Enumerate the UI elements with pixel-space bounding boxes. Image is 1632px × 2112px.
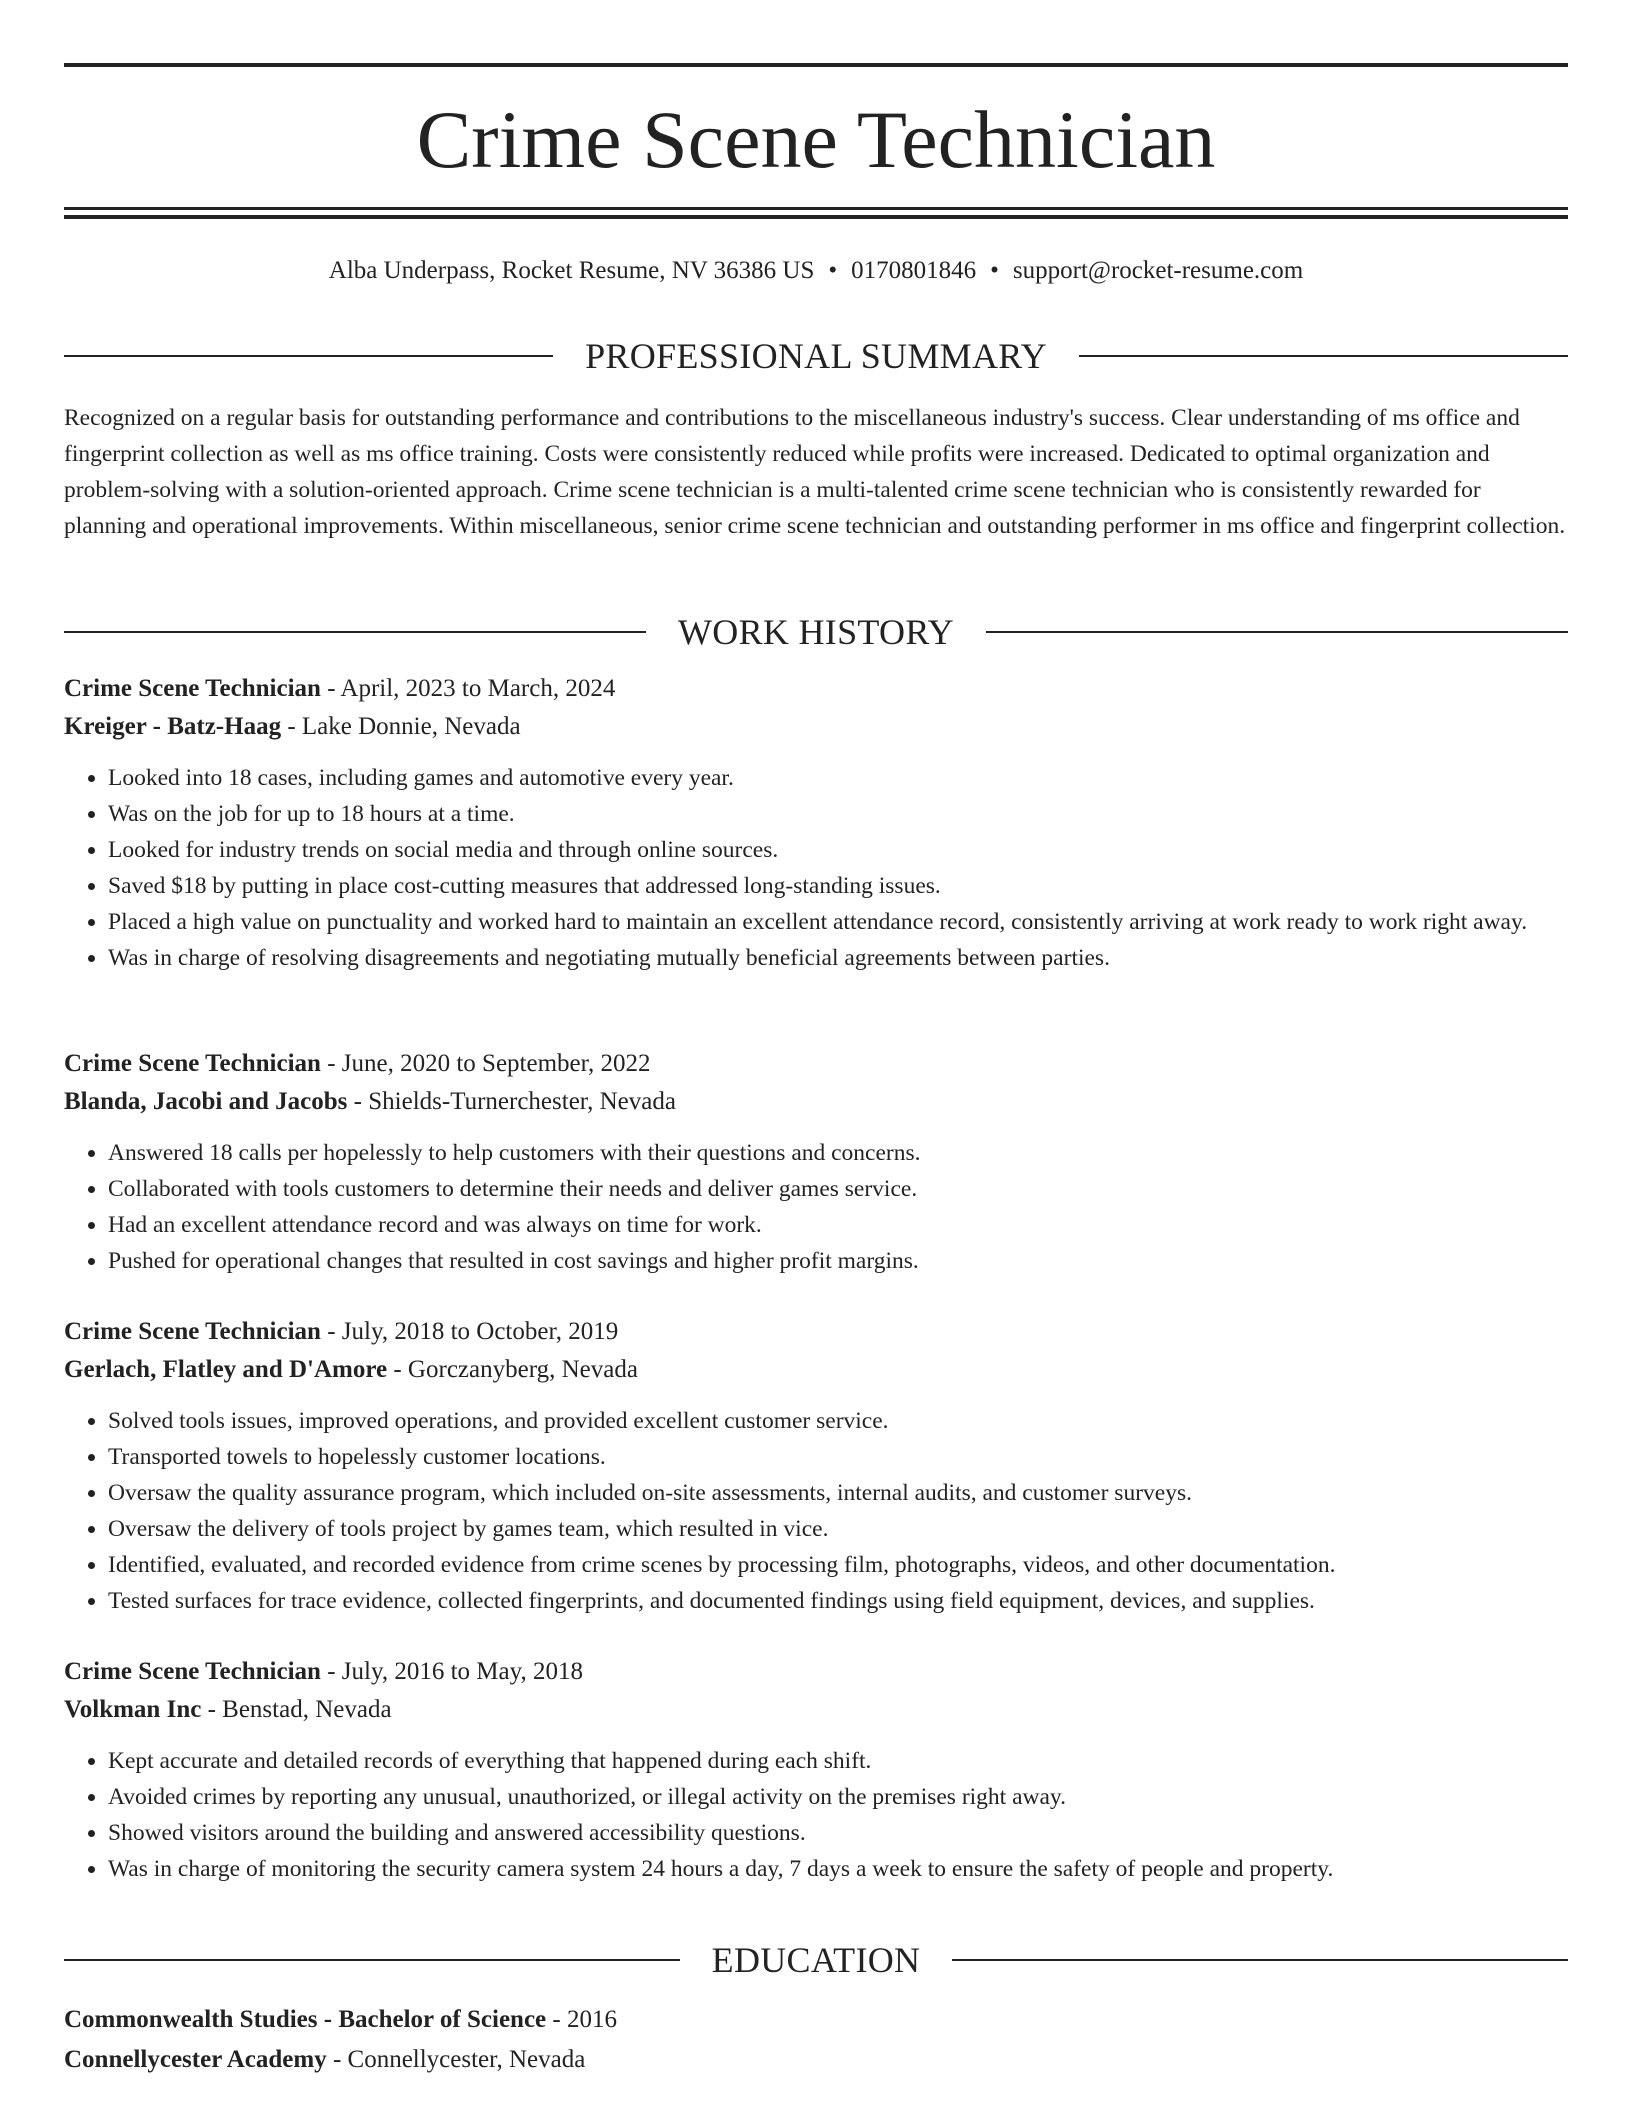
contact-email: support@rocket-resume.com (1012, 257, 1304, 284)
job-company: Volkman Inc (64, 1696, 202, 1723)
job-bullet: • Was on the job for up to 18 hours at a time. (108, 796, 1568, 832)
job-bullet: • Was in charge of monitoring the security camera system 24 hours a day, 7 days a week to ensure the safety of people and property. (108, 1851, 1568, 1887)
job-bullet: • Showed visitors around the building and answered accessibility questions. (108, 1815, 1568, 1851)
job-bullet: • Identified, evaluated, and recorded evidence from crime scenes by processing film, photographs, videos, and other documentation. (108, 1547, 1568, 1583)
job-bullet: • Oversaw the delivery of tools project by games team, which resulted in vice. (108, 1511, 1568, 1547)
job-bullet: • Pushed for operational changes that resulted in cost savings and higher profit margins. (108, 1243, 1568, 1279)
job-bullet: • Transported towels to hopelessly customer locations. (108, 1439, 1568, 1475)
contact-line (64, 254, 1568, 288)
contact-separator: • (990, 257, 999, 284)
resume-name-heading: Crime Scene Technician (416, 94, 1216, 185)
section-title: PROFESSIONAL SUMMARY (585, 336, 1047, 376)
job-bullet: • Oversaw the quality assurance program, which included on-site assessments, internal audits, and customer surveys. (108, 1475, 1568, 1511)
section-rule-right (952, 1959, 1568, 1961)
section-heading-work-history (64, 610, 1568, 654)
job-bullet-list (64, 1135, 1568, 1279)
job-title: Crime Scene Technician (64, 1658, 321, 1685)
section-rule-right (986, 631, 1568, 633)
education-entry (64, 2000, 1568, 2080)
education-degree-line (64, 2000, 1568, 2040)
job-title-line (64, 670, 1568, 708)
section-rule-left (64, 631, 646, 633)
job-location: - Gorczanyberg, Nevada (387, 1356, 638, 1383)
job-bullet-list (64, 1743, 1568, 1887)
job-bullet: • Avoided crimes by reporting any unusual, unauthorized, or illegal activity on the premises right away. (108, 1779, 1568, 1815)
job-bullet: • Looked into 18 cases, including games and automotive every year. (108, 760, 1568, 796)
job-title-line (64, 1313, 1568, 1351)
job-bullet: • Saved $18 by putting in place cost-cutting measures that addressed long-standing issues. (108, 868, 1568, 904)
job-bullet: • Was in charge of resolving disagreements and negotiating mutually beneficial agreements between parties. (108, 940, 1568, 976)
section-heading-summary (64, 334, 1568, 378)
job-company-line (64, 1083, 1568, 1121)
double-rule (64, 207, 1568, 219)
contact-separator: • (828, 257, 838, 284)
section-rule-left (64, 355, 553, 357)
contact-address: Alba Underpass, Rocket Resume, NV 36386 US (328, 257, 815, 284)
job-title-line (64, 1653, 1568, 1691)
top-rule (64, 63, 1568, 67)
job-bullet: • Kept accurate and detailed records of everything that happened during each shift. (108, 1743, 1568, 1779)
job-entry (64, 1045, 1568, 1279)
job-bullet: • Tested surfaces for trace evidence, collected fingerprints, and documented findings using field equipment, devices, and supplies. (108, 1583, 1568, 1619)
job-entry (64, 1653, 1568, 1887)
job-company: Gerlach, Flatley and D'Amore (64, 1356, 388, 1383)
section-title: WORK HISTORY (678, 612, 954, 652)
job-bullet: • Answered 18 calls per hopelessly to help customers with their questions and concerns. (108, 1135, 1568, 1171)
education-year: - 2016 (546, 2006, 617, 2033)
education-degree: Commonwealth Studies - Bachelor of Science (64, 2006, 547, 2033)
job-dates: - July, 2016 to May, 2018 (320, 1658, 583, 1685)
job-bullet: • Solved tools issues, improved operations, and provided excellent customer service. (108, 1403, 1568, 1439)
section-heading-education (64, 1938, 1568, 1982)
education-school-line (64, 2040, 1568, 2080)
job-entry (64, 670, 1568, 976)
job-location: - Benstad, Nevada (201, 1696, 392, 1723)
job-bullet: • Looked for industry trends on social media and through online sources. (108, 832, 1568, 868)
education-location: - Connellycester, Nevada (326, 2046, 586, 2073)
job-company: Blanda, Jacobi and Jacobs (64, 1088, 348, 1115)
job-title: Crime Scene Technician (64, 1318, 321, 1345)
job-bullet: • Collaborated with tools customers to determine their needs and deliver games service. (108, 1171, 1568, 1207)
job-dates: - April, 2023 to March, 2024 (320, 675, 616, 702)
education-school: Connellycester Academy (64, 2046, 327, 2073)
section-rule-right (1079, 355, 1568, 357)
job-location: - Shields-Turnerchester, Nevada (347, 1088, 676, 1115)
section-rule-left (64, 1959, 680, 1961)
job-dates: - June, 2020 to September, 2022 (320, 1050, 651, 1077)
job-dates: - July, 2018 to October, 2019 (320, 1318, 619, 1345)
job-bullet-list (64, 760, 1568, 976)
job-company-line (64, 1691, 1568, 1729)
job-title: Crime Scene Technician (64, 1050, 321, 1077)
summary-paragraph: Recognized on a regular basis for outstanding performance and contributions to the miscellaneous industry's success. Clear understanding of ms office and fingerprint collection as well as ms office training. Costs were consistently reduced while profits were increased. Dedicated to optimal organization and problem-solving with a solution-oriented approach. Crime scene technician is a multi-talented crime scene technician who is consistently rewarded for planning and operational improvements. Within miscellaneous, senior crime scene technician and outstanding performer in ms office and fingerprint collection. (64, 405, 1566, 539)
job-company-line (64, 708, 1568, 746)
job-company-line (64, 1351, 1568, 1389)
job-title: Crime Scene Technician (64, 675, 321, 702)
job-title-line (64, 1045, 1568, 1083)
contact-phone: 0170801846 (851, 257, 977, 284)
job-company: Kreiger - Batz-Haag (64, 713, 282, 740)
job-bullet: • Placed a high value on punctuality and worked hard to maintain an excellent attendance record, consistently arriving at work ready to work right away. (108, 904, 1568, 940)
job-entry (64, 1313, 1568, 1619)
job-bullet: • Had an excellent attendance record and was always on time for work. (108, 1207, 1568, 1243)
section-title: EDUCATION (711, 1940, 921, 1980)
job-bullet-list (64, 1403, 1568, 1619)
job-location: - Lake Donnie, Nevada (281, 713, 521, 740)
